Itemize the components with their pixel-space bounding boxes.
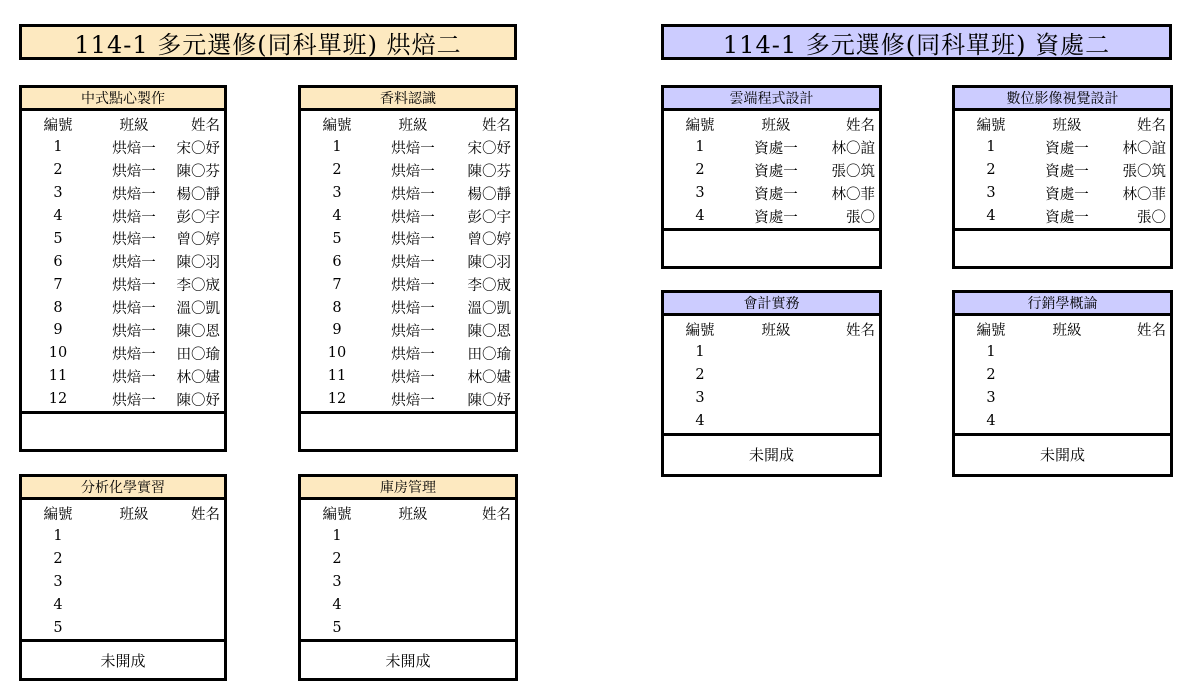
header-class: 班級	[761, 322, 791, 339]
row-class: 烘焙一	[112, 140, 156, 157]
row-number: 9	[332, 322, 342, 339]
row-class: 烘焙一	[112, 392, 156, 409]
table-row	[301, 388, 515, 411]
header-class: 班級	[119, 506, 149, 523]
row-number: 5	[332, 619, 342, 636]
roster-table	[301, 500, 515, 639]
row-number: 2	[986, 367, 996, 384]
table-row	[22, 548, 224, 571]
header-name: 姓名	[482, 117, 511, 134]
row-number: 2	[986, 162, 996, 179]
row-number: 2	[332, 551, 342, 568]
table-row	[22, 594, 224, 617]
row-number: 1	[53, 528, 63, 545]
row-number: 1	[332, 528, 342, 545]
header-number: 編號	[43, 117, 73, 134]
row-class: 烘焙一	[391, 301, 435, 318]
row-name: 陳〇妤	[176, 392, 220, 409]
roster-table	[22, 500, 224, 639]
row-name: 陳〇恩	[467, 323, 511, 340]
table-row	[301, 273, 515, 296]
not-opened-note: 未開成	[664, 433, 879, 475]
row-name: 彭〇宇	[176, 209, 220, 226]
table-row	[22, 205, 224, 228]
row-class: 烘焙一	[391, 163, 435, 180]
course-card	[661, 290, 882, 477]
course-card	[298, 85, 518, 452]
row-name: 陳〇羽	[467, 255, 511, 272]
table-row	[955, 387, 1170, 410]
row-name: 林〇菲	[1122, 186, 1166, 203]
header-name: 姓名	[191, 117, 220, 134]
row-number: 4	[695, 413, 705, 429]
row-class: 烘焙一	[391, 278, 435, 295]
row-number: 3	[986, 390, 996, 407]
roster-table	[664, 316, 879, 432]
course-title: 雲端程式設計	[664, 88, 879, 111]
row-name: 林〇嫿	[176, 369, 220, 386]
row-class: 烘焙一	[112, 278, 156, 295]
table-header	[301, 502, 515, 525]
not-opened-note: 未開成	[22, 639, 224, 678]
table-row	[955, 159, 1170, 182]
table-row	[301, 319, 515, 342]
table-row	[301, 548, 515, 571]
row-number: 1	[53, 139, 63, 156]
row-name: 陳〇妤	[467, 392, 511, 409]
row-number: 4	[332, 597, 342, 613]
row-number: 2	[332, 162, 342, 179]
table-row	[22, 136, 224, 159]
row-class: 烘焙一	[112, 209, 156, 226]
row-number: 8	[332, 299, 342, 316]
row-number: 8	[53, 299, 63, 316]
table-header	[22, 502, 224, 525]
row-name: 楊〇靜	[176, 186, 220, 203]
row-number: 2	[695, 367, 705, 384]
row-name: 陳〇芬	[467, 163, 511, 180]
course-title: 數位影像視覺設計	[955, 88, 1170, 111]
row-name: 田〇瑜	[176, 346, 220, 363]
row-class: 烘焙一	[112, 323, 156, 340]
table-row	[664, 387, 879, 410]
row-class: 資處一	[754, 140, 798, 157]
header-number: 編號	[322, 506, 352, 523]
blank-footer	[664, 228, 879, 267]
row-number: 10	[48, 345, 68, 362]
row-name: 李〇宬	[467, 278, 511, 295]
table-row	[301, 525, 515, 548]
header-number: 編號	[976, 322, 1006, 339]
row-number: 4	[332, 208, 342, 224]
header-name: 姓名	[1137, 322, 1166, 339]
row-name: 張〇筑	[1122, 163, 1166, 180]
row-number: 1	[986, 344, 996, 361]
table-row	[301, 616, 515, 639]
row-name: 溫〇凱	[467, 301, 511, 318]
header-number: 編號	[43, 506, 73, 523]
row-class: 烘焙一	[112, 346, 156, 363]
header-class: 班級	[398, 506, 428, 523]
row-class: 烘焙一	[112, 301, 156, 318]
roster-table	[22, 111, 224, 411]
row-number: 6	[332, 253, 342, 270]
course-title: 會計實務	[664, 293, 879, 316]
table-row	[22, 319, 224, 342]
table-row	[955, 182, 1170, 205]
header-name: 姓名	[846, 322, 875, 339]
row-class: 資處一	[1045, 209, 1089, 226]
row-class: 烘焙一	[112, 255, 156, 272]
row-class: 資處一	[754, 209, 798, 226]
row-number: 3	[332, 185, 342, 202]
table-header	[955, 113, 1170, 136]
row-class: 資處一	[754, 163, 798, 180]
row-number: 12	[327, 391, 347, 408]
row-number: 3	[53, 185, 63, 202]
row-class: 資處一	[1045, 186, 1089, 203]
table-header	[664, 318, 879, 341]
header-name: 姓名	[482, 506, 511, 523]
course-card	[952, 85, 1173, 269]
course-title: 香料認識	[301, 88, 515, 111]
blank-footer	[955, 228, 1170, 267]
course-card	[952, 290, 1173, 477]
row-name: 林〇誼	[1122, 140, 1166, 157]
row-number: 4	[986, 413, 996, 429]
row-class: 資處一	[1045, 163, 1089, 180]
row-number: 12	[48, 391, 68, 408]
table-row	[301, 182, 515, 205]
table-row	[664, 136, 879, 159]
header-name: 姓名	[191, 506, 220, 523]
row-name: 李〇宬	[176, 278, 220, 295]
course-title: 中式點心製作	[22, 88, 224, 111]
row-name: 張〇	[846, 209, 875, 226]
row-name: 林〇誼	[831, 140, 875, 157]
header-class: 班級	[1052, 322, 1082, 339]
table-row	[301, 250, 515, 273]
row-name: 張〇	[1137, 209, 1166, 226]
row-number: 4	[986, 208, 996, 224]
not-opened-note: 未開成	[955, 433, 1170, 475]
row-number: 4	[53, 208, 63, 224]
header-number: 編號	[322, 117, 352, 134]
row-number: 1	[695, 139, 705, 156]
table-row	[664, 159, 879, 182]
row-number: 10	[327, 345, 347, 362]
row-number: 11	[327, 368, 347, 385]
row-class: 烘焙一	[112, 163, 156, 180]
row-name: 陳〇恩	[176, 323, 220, 340]
row-number: 4	[695, 208, 705, 224]
table-row	[22, 159, 224, 182]
row-number: 1	[695, 344, 705, 361]
table-row	[22, 616, 224, 639]
header-name: 姓名	[846, 117, 875, 134]
header-name: 姓名	[1137, 117, 1166, 134]
blank-footer	[301, 411, 515, 449]
table-row	[22, 525, 224, 548]
row-name: 溫〇凱	[176, 301, 220, 318]
table-row	[955, 205, 1170, 228]
row-number: 3	[695, 390, 705, 407]
header-number: 編號	[685, 322, 715, 339]
blank-footer	[22, 411, 224, 449]
table-row	[301, 296, 515, 319]
table-row	[301, 205, 515, 228]
table-row	[301, 594, 515, 617]
row-name: 陳〇羽	[176, 255, 220, 272]
row-number: 3	[53, 574, 63, 591]
course-title: 分析化學實習	[22, 477, 224, 500]
row-number: 4	[53, 597, 63, 613]
table-row	[955, 364, 1170, 387]
row-number: 2	[53, 162, 63, 179]
course-card	[19, 474, 227, 681]
course-card	[661, 85, 882, 269]
banner-information: 114-1 多元選修(同科單班) 資處二	[661, 24, 1172, 60]
row-name: 宋〇妤	[176, 140, 220, 157]
table-row	[664, 341, 879, 364]
table-row	[22, 182, 224, 205]
table-row	[955, 410, 1170, 433]
table-row	[955, 341, 1170, 364]
table-row	[955, 136, 1170, 159]
table-row	[22, 388, 224, 411]
row-number: 5	[53, 619, 63, 636]
table-row	[301, 159, 515, 182]
header-number: 編號	[976, 117, 1006, 134]
row-class: 烘焙一	[391, 323, 435, 340]
course-title: 庫房管理	[301, 477, 515, 500]
row-number: 5	[332, 230, 342, 247]
row-name: 曾〇婷	[176, 232, 220, 249]
row-class: 烘焙一	[391, 186, 435, 203]
row-class: 資處一	[754, 186, 798, 203]
header-class: 班級	[1052, 117, 1082, 134]
not-opened-note: 未開成	[301, 639, 515, 678]
row-class: 烘焙一	[112, 369, 156, 386]
row-name: 張〇筑	[831, 163, 875, 180]
table-header	[664, 113, 879, 136]
table-row	[22, 342, 224, 365]
row-name: 田〇瑜	[467, 346, 511, 363]
table-row	[664, 205, 879, 228]
course-card	[19, 85, 227, 452]
table-header	[22, 113, 224, 136]
table-row	[664, 182, 879, 205]
row-number: 11	[48, 368, 68, 385]
roster-table	[664, 111, 879, 227]
row-name: 宋〇妤	[467, 140, 511, 157]
table-header	[301, 113, 515, 136]
roster-table	[955, 316, 1170, 432]
row-name: 曾〇婷	[467, 232, 511, 249]
row-number: 3	[986, 185, 996, 202]
table-row	[22, 365, 224, 388]
row-class: 烘焙一	[112, 232, 156, 249]
table-row	[301, 227, 515, 250]
row-number: 1	[986, 139, 996, 156]
table-row	[664, 410, 879, 433]
table-row	[301, 136, 515, 159]
row-class: 烘焙一	[391, 140, 435, 157]
row-name: 林〇菲	[831, 186, 875, 203]
table-row	[301, 571, 515, 594]
header-number: 編號	[685, 117, 715, 134]
row-number: 2	[695, 162, 705, 179]
table-row	[22, 250, 224, 273]
header-class: 班級	[398, 117, 428, 134]
row-number: 5	[53, 230, 63, 247]
row-number: 7	[332, 276, 342, 293]
row-name: 陳〇芬	[176, 163, 220, 180]
table-row	[664, 364, 879, 387]
table-header	[955, 318, 1170, 341]
row-class: 烘焙一	[391, 392, 435, 409]
roster-table	[301, 111, 515, 411]
row-class: 烘焙一	[391, 346, 435, 363]
row-class: 烘焙一	[391, 232, 435, 249]
row-number: 1	[332, 139, 342, 156]
row-number: 6	[53, 253, 63, 270]
course-title: 行銷學概論	[955, 293, 1170, 316]
course-card	[298, 474, 518, 681]
row-number: 3	[332, 574, 342, 591]
row-class: 烘焙一	[391, 369, 435, 386]
table-row	[22, 273, 224, 296]
table-row	[301, 342, 515, 365]
table-row	[22, 227, 224, 250]
row-class: 烘焙一	[391, 255, 435, 272]
row-class: 資處一	[1045, 140, 1089, 157]
row-name: 楊〇靜	[467, 186, 511, 203]
row-class: 烘焙一	[391, 209, 435, 226]
row-name: 彭〇宇	[467, 209, 511, 226]
table-row	[22, 571, 224, 594]
table-row	[22, 296, 224, 319]
row-number: 3	[695, 185, 705, 202]
row-name: 林〇嫿	[467, 369, 511, 386]
table-row	[301, 365, 515, 388]
header-class: 班級	[761, 117, 791, 134]
row-number: 7	[53, 276, 63, 293]
banner-bakery: 114-1 多元選修(同科單班) 烘焙二	[19, 24, 517, 60]
header-class: 班級	[119, 117, 149, 134]
roster-table	[955, 111, 1170, 227]
row-number: 2	[53, 551, 63, 568]
row-number: 9	[53, 322, 63, 339]
row-class: 烘焙一	[112, 186, 156, 203]
